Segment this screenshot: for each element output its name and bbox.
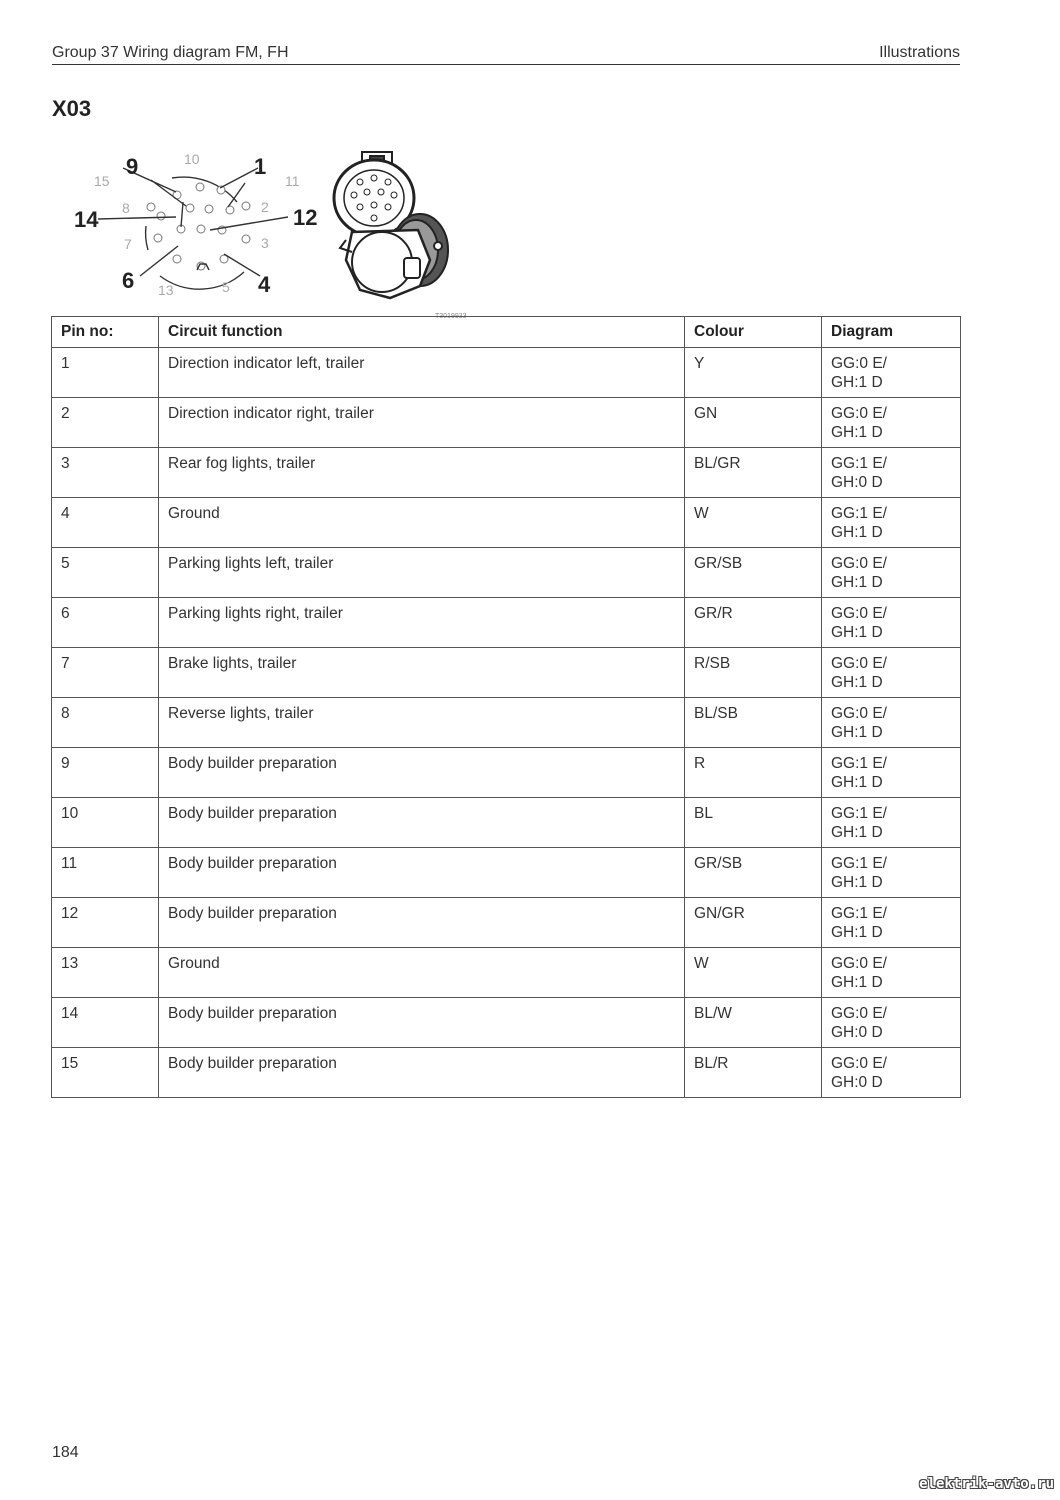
connector-socket-illustration xyxy=(334,152,448,298)
cell-diagram xyxy=(822,548,961,598)
cell-pin: 3 xyxy=(52,448,159,498)
pin-label-14: 14 xyxy=(74,207,99,232)
cell-colour: GN xyxy=(685,398,822,448)
connector-title: X03 xyxy=(52,96,92,121)
diagram-line-1: GG:0 E/ xyxy=(831,405,887,422)
diagram-line-1: GG:0 E/ xyxy=(831,655,887,672)
header-diagram: Diagram xyxy=(822,317,961,348)
diagram-line-2: GH:1 D xyxy=(831,724,883,741)
cell-colour: BL/GR xyxy=(685,448,822,498)
pin-label-15: 15 xyxy=(94,173,110,189)
table-row xyxy=(52,998,961,1048)
cell-function: Body builder preparation xyxy=(159,1048,685,1098)
cell-colour: GR/SB xyxy=(685,848,822,898)
diagram-line-1: GG:1 E/ xyxy=(831,905,887,922)
cell-pin: 13 xyxy=(52,948,159,998)
cell-colour: W xyxy=(685,948,822,998)
cell-pin: 2 xyxy=(52,398,159,448)
cell-pin: 10 xyxy=(52,798,159,848)
table-row xyxy=(52,398,961,448)
diagram-line-1: GG:0 E/ xyxy=(831,555,887,572)
cell-pin: 8 xyxy=(52,698,159,748)
cell-function: Brake lights, trailer xyxy=(159,648,685,698)
cell-diagram xyxy=(822,648,961,698)
cell-diagram xyxy=(822,798,961,848)
table-row xyxy=(52,948,961,998)
diagram-line-2: GH:1 D xyxy=(831,874,883,891)
cell-colour: Y xyxy=(685,348,822,398)
table-row xyxy=(52,448,961,498)
diagram-line-1: GG:0 E/ xyxy=(831,605,887,622)
diagram-line-1: GG:0 E/ xyxy=(831,1005,887,1022)
cell-pin: 5 xyxy=(52,548,159,598)
cell-diagram xyxy=(822,898,961,948)
table-row xyxy=(52,798,961,848)
cell-diagram xyxy=(822,998,961,1048)
diagram-line-1: GG:1 E/ xyxy=(831,505,887,522)
cell-function: Body builder preparation xyxy=(159,898,685,948)
diagram-line-2: GH:0 D xyxy=(831,1024,883,1041)
table-row xyxy=(52,548,961,598)
diagram-line-2: GH:1 D xyxy=(831,974,883,991)
diagram-line-2: GH:1 D xyxy=(831,524,883,541)
table-row xyxy=(52,698,961,748)
cell-function: Body builder preparation xyxy=(159,998,685,1048)
table-row xyxy=(52,348,961,398)
pin-label-5: 5 xyxy=(222,279,230,295)
cell-diagram xyxy=(822,398,961,448)
cell-pin: 14 xyxy=(52,998,159,1048)
cell-diagram xyxy=(822,748,961,798)
pin-label-11: 11 xyxy=(285,173,300,189)
cell-diagram xyxy=(822,498,961,548)
cell-function: Parking lights right, trailer xyxy=(159,598,685,648)
cell-pin: 7 xyxy=(52,648,159,698)
cell-diagram xyxy=(822,348,961,398)
cell-colour: W xyxy=(685,498,822,548)
pin-label-2: 2 xyxy=(261,199,269,215)
cell-function: Direction indicator right, trailer xyxy=(159,398,685,448)
pin-label-7: 7 xyxy=(124,236,132,252)
cell-pin: 15 xyxy=(52,1048,159,1098)
cell-diagram xyxy=(822,948,961,998)
cell-pin: 9 xyxy=(52,748,159,798)
table-row xyxy=(52,498,961,548)
pin-label-6: 6 xyxy=(122,268,135,293)
diagram-line-2: GH:1 D xyxy=(831,374,883,391)
cell-colour: BL xyxy=(685,798,822,848)
diagram-line-1: GG:1 E/ xyxy=(831,805,887,822)
cell-function: Direction indicator left, trailer xyxy=(159,348,685,398)
diagram-line-2: GH:1 D xyxy=(831,924,883,941)
cell-function: Rear fog lights, trailer xyxy=(159,448,685,498)
pin-label-3: 3 xyxy=(261,235,269,251)
cell-function: Ground xyxy=(159,948,685,998)
header-section: Illustrations xyxy=(879,44,960,61)
cell-colour: GR/SB xyxy=(685,548,822,598)
diagram-line-2: GH:1 D xyxy=(831,574,883,591)
pin-label-8: 8 xyxy=(122,200,130,216)
diagram-line-1: GG:0 E/ xyxy=(831,355,887,372)
watermark: elektrik-avto.ru xyxy=(919,1476,1054,1492)
header-title: Group 37 Wiring diagram FM, FH xyxy=(52,44,289,61)
cell-diagram xyxy=(822,448,961,498)
cell-pin: 11 xyxy=(52,848,159,898)
cell-pin: 12 xyxy=(52,898,159,948)
page-header xyxy=(52,44,960,65)
diagram-line-2: GH:1 D xyxy=(831,824,883,841)
header-colour: Colour xyxy=(685,317,822,348)
cell-colour: BL/W xyxy=(685,998,822,1048)
header-pin: Pin no: xyxy=(52,317,159,348)
cell-function: Parking lights left, trailer xyxy=(159,548,685,598)
cell-function: Body builder preparation xyxy=(159,848,685,898)
pin-label-4: 4 xyxy=(258,272,271,297)
pin-label-10: 10 xyxy=(184,151,200,167)
cell-colour: BL/SB xyxy=(685,698,822,748)
cell-function: Ground xyxy=(159,498,685,548)
pin-label-1: 1 xyxy=(254,154,267,179)
diagram-line-1: GG:0 E/ xyxy=(831,955,887,972)
page-number: 184 xyxy=(52,1444,79,1461)
cell-colour: GR/R xyxy=(685,598,822,648)
table-row xyxy=(52,598,961,648)
diagram-line-1: GG:1 E/ xyxy=(831,455,887,472)
table-row xyxy=(52,1048,961,1098)
cell-pin: 6 xyxy=(52,598,159,648)
pin-table xyxy=(51,316,961,1098)
diagram-line-2: GH:1 D xyxy=(831,674,883,691)
diagram-line-2: GH:1 D xyxy=(831,624,883,641)
pin-label-12: 12 xyxy=(293,205,318,230)
cell-diagram xyxy=(822,848,961,898)
table-row xyxy=(52,898,961,948)
cell-diagram xyxy=(822,698,961,748)
connector-pinout-diagram xyxy=(60,140,490,325)
diagram-line-1: GG:0 E/ xyxy=(831,1055,887,1072)
cell-pin: 1 xyxy=(52,348,159,398)
figure-code: T3019933 xyxy=(435,313,467,320)
cell-function: Body builder preparation xyxy=(159,798,685,848)
cell-colour: R/SB xyxy=(685,648,822,698)
diagram-line-1: GG:0 E/ xyxy=(831,705,887,722)
cell-function: Reverse lights, trailer xyxy=(159,698,685,748)
cell-colour: R xyxy=(685,748,822,798)
table-header-row xyxy=(52,317,961,348)
diagram-line-2: GH:0 D xyxy=(831,474,883,491)
cell-pin: 4 xyxy=(52,498,159,548)
header-circuit-function: Circuit function xyxy=(159,317,685,348)
diagram-line-2: GH:1 D xyxy=(831,774,883,791)
pin-label-9: 9 xyxy=(126,154,139,179)
pin-label-13: 13 xyxy=(158,282,174,298)
cell-diagram xyxy=(822,598,961,648)
cell-diagram xyxy=(822,1048,961,1098)
diagram-line-2: GH:0 D xyxy=(831,1074,883,1091)
diagram-line-1: GG:1 E/ xyxy=(831,755,887,772)
table-row xyxy=(52,648,961,698)
cell-function: Body builder preparation xyxy=(159,748,685,798)
table-row xyxy=(52,848,961,898)
diagram-line-2: GH:1 D xyxy=(831,424,883,441)
diagram-line-1: GG:1 E/ xyxy=(831,855,887,872)
cell-colour: BL/R xyxy=(685,1048,822,1098)
cell-colour: GN/GR xyxy=(685,898,822,948)
connector-figure xyxy=(60,140,490,325)
table-row xyxy=(52,748,961,798)
pin-number-labels xyxy=(74,151,317,298)
